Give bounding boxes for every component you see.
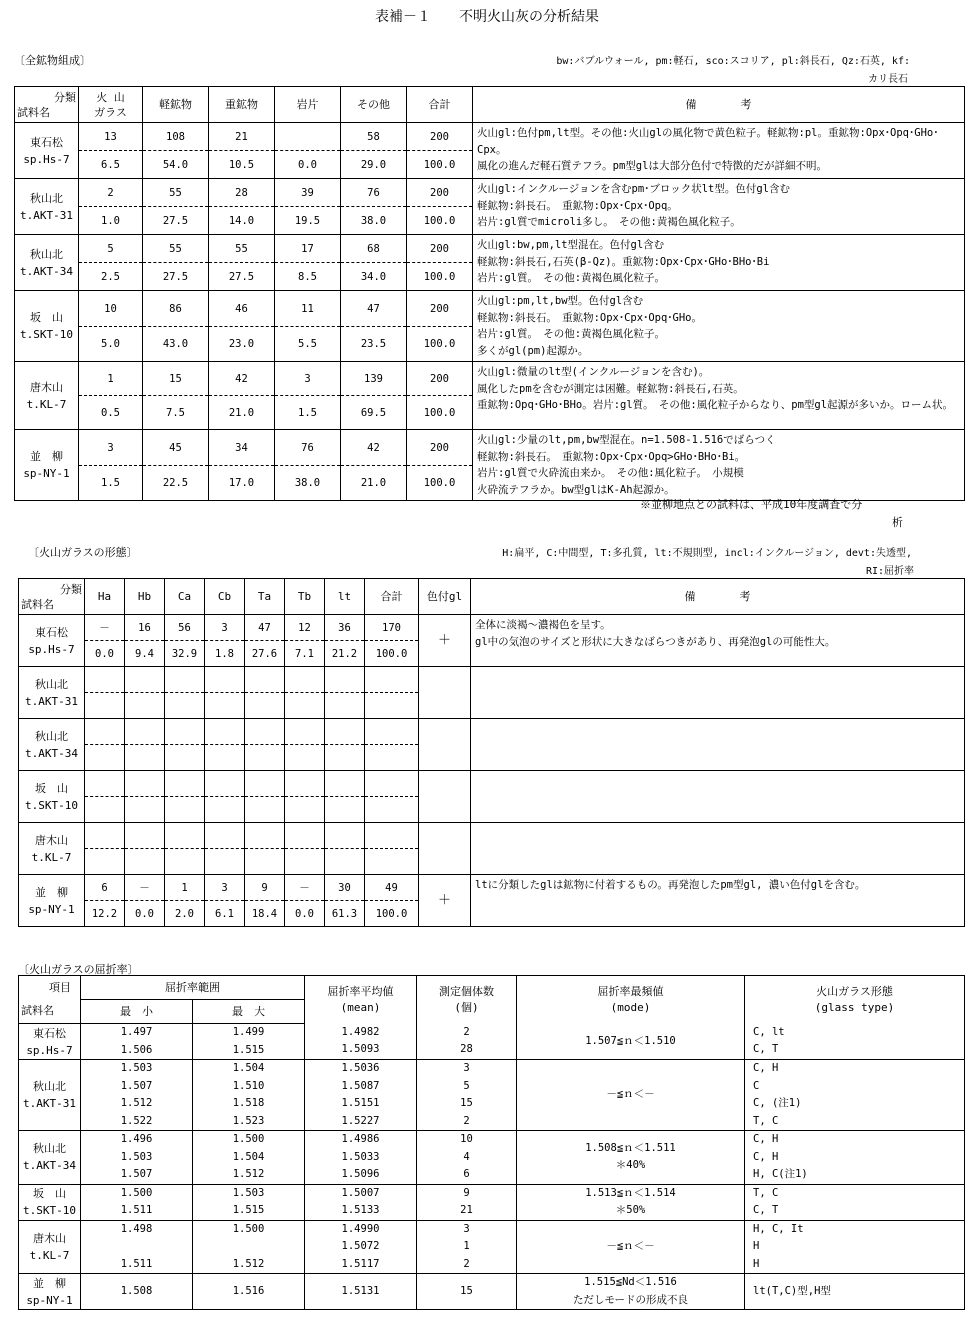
ri-min-cell: 1.498 1.511 <box>81 1220 193 1274</box>
sample-row <box>15 235 965 263</box>
header-col-3: Cb <box>205 579 245 615</box>
count-cell <box>365 667 419 693</box>
ri-mean-cell: 1.4990 1.5072 1.5117 <box>305 1220 417 1274</box>
glass-form-table <box>18 578 965 927</box>
percent-cell: 2.0 <box>165 901 205 927</box>
count-cell <box>85 771 125 797</box>
count-cell <box>165 771 205 797</box>
ri-mean-cell: 1.5131 <box>305 1274 417 1310</box>
percent-cell: 100.0 <box>407 466 473 501</box>
remarks-cell: 火山gl:pm,lt,bw型。色付gl含む 軽鉱物:斜長石。 重鉱物:Opx･Cpx･Opq･GHo。 岩片:gl質。 その他:黄褐色風化粒子。 多くがgl(pm)起源か。 <box>473 291 965 362</box>
ri-max-cell: 1.504 1.510 1.518 1.523 <box>193 1060 305 1131</box>
percent-cell <box>165 693 205 719</box>
count-cell <box>205 823 245 849</box>
percent-cell: 2.5 <box>79 263 143 291</box>
ri-mode-cell: －≦ｎ＜－ <box>517 1060 745 1131</box>
percent-cell <box>125 745 165 771</box>
ri-mode-cell: －≦ｎ＜－ <box>517 1220 745 1274</box>
ri-form-cell: lt(T,C)型,H型 <box>745 1274 965 1310</box>
ri-max-cell: 1.516 <box>193 1274 305 1310</box>
percent-cell: 5.5 <box>275 327 341 362</box>
count-cell <box>85 823 125 849</box>
ri-row <box>19 1131 965 1185</box>
percent-cell <box>365 745 419 771</box>
count-cell: 56 <box>165 615 205 641</box>
percent-cell: 1.0 <box>79 207 143 235</box>
sample-row <box>15 123 965 151</box>
count-cell <box>325 771 365 797</box>
percent-cell <box>325 693 365 719</box>
count-cell: 200 <box>407 123 473 151</box>
count-cell <box>205 667 245 693</box>
remarks-cell: 火山gl:少量のlt,pm,bw型混在。n=1.508-1.516でばらつく 軽鉱物:斜長石。 重鉱物:Opx･Cpx･Opq>GHo･BHo･Bi。 岩片:gl質で火砕流由来か。 その他:風化粒子。 小規模 火砕流テフラか。bw型glはK-Ah起源か。 <box>473 430 965 501</box>
count-cell <box>325 823 365 849</box>
ri-max-cell: 1.503 1.515 <box>193 1184 305 1220</box>
header-colored-glass: 色付gl <box>419 579 471 615</box>
count-cell: － <box>285 875 325 901</box>
count-cell: 3 <box>205 615 245 641</box>
corner-header: 分類 試料名 <box>15 87 79 123</box>
header-remarks: 備 考 <box>473 87 965 123</box>
colored-glass-cell <box>419 823 471 875</box>
percent-cell: 0.0 <box>275 151 341 179</box>
percent-cell: 23.5 <box>341 327 407 362</box>
header-col-5: Tb <box>285 579 325 615</box>
sample-row <box>19 615 965 641</box>
colored-glass-cell: ＋ <box>419 615 471 667</box>
count-cell: 76 <box>341 179 407 207</box>
percent-cell: 6.1 <box>205 901 245 927</box>
ri-mode-cell: 1.508≦ｎ＜1.511 ＊40% <box>517 1131 745 1185</box>
corner-header: 分類 試料名 <box>19 579 85 615</box>
count-cell: 28 <box>209 179 275 207</box>
count-cell: 2 <box>79 179 143 207</box>
ri-max-cell: 1.500 1.504 1.512 <box>193 1131 305 1185</box>
percent-cell: 23.0 <box>209 327 275 362</box>
count-cell: 1 <box>165 875 205 901</box>
ri-row <box>19 1024 965 1060</box>
count-cell: 200 <box>407 235 473 263</box>
header-mode: 屈折率最頻値 (mode) <box>517 976 745 1024</box>
count-cell: 21 <box>209 123 275 151</box>
remarks-cell <box>471 771 965 823</box>
percent-cell: 0.0 <box>85 641 125 667</box>
count-cell: 6 <box>85 875 125 901</box>
count-cell <box>205 771 245 797</box>
percent-cell: 100.0 <box>407 396 473 430</box>
percent-cell: 14.0 <box>209 207 275 235</box>
count-cell: 3 <box>205 875 245 901</box>
page-title: 表補－１ 不明火山灰の分析結果 <box>375 9 599 25</box>
count-cell <box>365 771 419 797</box>
count-cell: 10 <box>79 291 143 327</box>
percent-cell <box>245 745 285 771</box>
count-cell: 34 <box>209 430 275 466</box>
percent-cell <box>245 693 285 719</box>
percent-cell <box>85 693 125 719</box>
header-col-6: lt <box>325 579 365 615</box>
ri-row <box>19 1274 965 1310</box>
percent-cell <box>85 745 125 771</box>
percent-cell: 10.5 <box>209 151 275 179</box>
count-cell: 9 <box>245 875 285 901</box>
percent-cell <box>125 797 165 823</box>
ri-mean-cell: 1.5007 1.5133 <box>305 1184 417 1220</box>
percent-cell: 43.0 <box>143 327 209 362</box>
header-glass: 火 山 ガラス <box>79 87 143 123</box>
percent-cell: 100.0 <box>407 327 473 362</box>
percent-cell <box>365 797 419 823</box>
ri-count-cell: 9 21 <box>417 1184 517 1220</box>
percent-cell: 1.5 <box>79 466 143 501</box>
count-cell: 36 <box>325 615 365 641</box>
percent-cell: 21.2 <box>325 641 365 667</box>
percent-cell <box>205 849 245 875</box>
ri-min-cell: 1.508 <box>81 1274 193 1310</box>
count-cell <box>285 719 325 745</box>
count-cell <box>125 771 165 797</box>
percent-cell: 12.2 <box>85 901 125 927</box>
count-cell: 3 <box>79 430 143 466</box>
count-cell: 47 <box>245 615 285 641</box>
percent-cell <box>325 745 365 771</box>
ri-form-cell: C, H C C, (注1) T, C <box>745 1060 965 1131</box>
ri-min-cell: 1.503 1.507 1.512 1.522 <box>81 1060 193 1131</box>
sample-name: 秋山北 t.AKT-31 <box>19 1060 81 1131</box>
header-rock-fragments: 岩片 <box>275 87 341 123</box>
sample-row <box>19 719 965 745</box>
count-cell <box>85 719 125 745</box>
count-cell: 13 <box>79 123 143 151</box>
ri-row <box>19 1220 965 1274</box>
percent-cell <box>285 745 325 771</box>
footnote-line2: 析 <box>892 516 903 529</box>
percent-cell: 7.1 <box>285 641 325 667</box>
count-cell <box>365 719 419 745</box>
sample-name: 唐木山 t.KL-7 <box>15 362 79 430</box>
percent-cell: 100.0 <box>407 151 473 179</box>
colored-glass-cell <box>419 667 471 719</box>
sample-name: 並 柳 sp-NY-1 <box>15 430 79 501</box>
sample-name: 秋山北 t.AKT-34 <box>19 1131 81 1185</box>
count-cell: 30 <box>325 875 365 901</box>
count-cell: 58 <box>341 123 407 151</box>
sample-row <box>19 667 965 693</box>
count-cell <box>365 823 419 849</box>
sample-row <box>15 179 965 207</box>
count-cell <box>285 771 325 797</box>
header-sample: 試料名 <box>19 1000 81 1024</box>
sample-name: 東石松 sp.Hs-7 <box>15 123 79 179</box>
section2-legend-line1: H:扁平, C:中間型, T:多孔質, lt:不規則型, incl:インクルージョン, devt:失透型, <box>502 548 912 559</box>
percent-cell: 0.0 <box>285 901 325 927</box>
colored-glass-cell: ＋ <box>419 875 471 927</box>
percent-cell: 100.0 <box>407 207 473 235</box>
header-mean: 屈折率平均値 (mean) <box>305 976 417 1024</box>
count-cell: 200 <box>407 430 473 466</box>
header-range: 屈折率範囲 <box>81 976 305 1000</box>
count-cell <box>245 719 285 745</box>
header-item: 項目 <box>19 976 81 1000</box>
percent-cell: 1.8 <box>205 641 245 667</box>
percent-cell: 100.0 <box>407 263 473 291</box>
count-cell: 3 <box>275 362 341 396</box>
count-cell: 49 <box>365 875 419 901</box>
header-heavy-minerals: 重鉱物 <box>209 87 275 123</box>
header-col-0: Ha <box>85 579 125 615</box>
ri-form-cell: H, C, It H H <box>745 1220 965 1274</box>
count-cell <box>285 823 325 849</box>
percent-cell: 0.0 <box>125 901 165 927</box>
ri-count-cell: 3 5 15 2 <box>417 1060 517 1131</box>
remarks-cell <box>471 719 965 771</box>
sample-name: 坂 山 t.SKT-10 <box>15 291 79 362</box>
percent-cell: 27.5 <box>143 207 209 235</box>
ri-mean-cell: 1.5036 1.5087 1.5151 1.5227 <box>305 1060 417 1131</box>
count-cell <box>125 823 165 849</box>
count-cell <box>245 823 285 849</box>
count-cell <box>165 823 205 849</box>
count-cell: 76 <box>275 430 341 466</box>
sample-name: 東石松 sp.Hs-7 <box>19 1024 81 1060</box>
percent-cell: 9.4 <box>125 641 165 667</box>
header-col-2: Ca <box>165 579 205 615</box>
percent-cell <box>165 745 205 771</box>
sample-name: 唐木山 t.KL-7 <box>19 823 85 875</box>
count-cell: 200 <box>407 362 473 396</box>
sample-name: 秋山北 t.AKT-34 <box>15 235 79 291</box>
section2-legend-line2: RI:屈折率 <box>865 566 914 577</box>
percent-cell <box>325 797 365 823</box>
sample-row <box>19 823 965 849</box>
ri-mean-cell: 1.4986 1.5033 1.5096 <box>305 1131 417 1185</box>
count-cell <box>125 719 165 745</box>
count-cell <box>125 667 165 693</box>
ri-count-cell: 3 1 2 <box>417 1220 517 1274</box>
percent-cell <box>85 849 125 875</box>
count-cell: 1 <box>79 362 143 396</box>
percent-cell: 6.5 <box>79 151 143 179</box>
count-cell: 47 <box>341 291 407 327</box>
ri-min-cell: 1.500 1.511 <box>81 1184 193 1220</box>
section1-legend-line1: bw:バブルウォール, pm:軽石, sco:スコリア, pl:斜長石, Qz:石英, kf: <box>556 56 910 67</box>
sample-name: 並 柳 sp-NY-1 <box>19 875 85 927</box>
percent-cell: 27.5 <box>209 263 275 291</box>
ri-form-cell: C, H C, H H, C(注1) <box>745 1131 965 1185</box>
ri-count-cell: 2 28 <box>417 1024 517 1060</box>
percent-cell: 100.0 <box>365 641 419 667</box>
sample-name: 秋山北 t.AKT-34 <box>19 719 85 771</box>
count-cell: 200 <box>407 179 473 207</box>
percent-cell <box>205 797 245 823</box>
percent-cell <box>205 745 245 771</box>
sample-name: 坂 山 t.SKT-10 <box>19 1184 81 1220</box>
count-cell <box>205 719 245 745</box>
ri-row <box>19 1184 965 1220</box>
percent-cell: 27.6 <box>245 641 285 667</box>
percent-cell <box>285 797 325 823</box>
ri-count-cell: 10 4 6 <box>417 1131 517 1185</box>
count-cell: 55 <box>143 179 209 207</box>
count-cell: 11 <box>275 291 341 327</box>
ri-count-cell: 15 <box>417 1274 517 1310</box>
percent-cell: 17.0 <box>209 466 275 501</box>
percent-cell <box>285 693 325 719</box>
remarks-cell: 火山gl:bw,pm,lt型混在。色付gl含む 軽鉱物:斜長石,石英(β-Qz)。重鉱物:Opx･Cpx･GHo･BHo･Bi 岩片:gl質。 その他:黄褐色風化粒子。 <box>473 235 965 291</box>
percent-cell: 21.0 <box>209 396 275 430</box>
ri-min-cell: 1.496 1.503 1.507 <box>81 1131 193 1185</box>
header-col-4: Ta <box>245 579 285 615</box>
ri-row <box>19 1060 965 1131</box>
ri-form-cell: T, C C, T <box>745 1184 965 1220</box>
ri-mode-cell: 1.507≦ｎ＜1.510 <box>517 1024 745 1060</box>
count-cell: 17 <box>275 235 341 263</box>
percent-cell: 21.0 <box>341 466 407 501</box>
sample-row <box>19 875 965 901</box>
count-cell: 12 <box>285 615 325 641</box>
percent-cell: 69.5 <box>341 396 407 430</box>
section1-label: 〔全鉱物組成〕 <box>14 54 91 67</box>
percent-cell: 18.4 <box>245 901 285 927</box>
header-count: 測定個体数 (個) <box>417 976 517 1024</box>
percent-cell: 7.5 <box>143 396 209 430</box>
percent-cell <box>365 693 419 719</box>
count-cell: 55 <box>143 235 209 263</box>
count-cell <box>85 667 125 693</box>
count-cell: 108 <box>143 123 209 151</box>
remarks-cell: 火山gl:微量のlt型(インクルージョンを含む)。 風化したpmを含むが測定は困難。軽鉱物:斜長石,石英。 重鉱物:Opq･GHo･BHo。岩片:gl質。 その他:風化粒子からなり、pm型gl起源が多いか。ローム状。 <box>473 362 965 430</box>
ri-mean-cell: 1.4982 1.5093 <box>305 1024 417 1060</box>
percent-cell: 34.0 <box>341 263 407 291</box>
colored-glass-cell <box>419 771 471 823</box>
sample-name: 東石松 sp.Hs-7 <box>19 615 85 667</box>
percent-cell <box>125 693 165 719</box>
section2-label: 〔火山ガラスの形態〕 <box>28 546 138 559</box>
count-cell: － <box>125 875 165 901</box>
percent-cell: 27.5 <box>143 263 209 291</box>
count-cell <box>325 667 365 693</box>
sample-name: 並 柳 sp-NY-1 <box>19 1274 81 1310</box>
section1-legend-line2: カリ長石 <box>868 74 908 85</box>
percent-cell <box>205 693 245 719</box>
remarks-cell <box>471 667 965 719</box>
colored-glass-cell <box>419 719 471 771</box>
sample-name: 秋山北 t.AKT-31 <box>19 667 85 719</box>
percent-cell: 19.5 <box>275 207 341 235</box>
header-total: 合計 <box>407 87 473 123</box>
remarks-cell: 火山gl:色付pm,lt型。その他:火山glの風化物で黄色粒子。軽鉱物:pl。重鉱物:Opx･Opq･GHo･Cpx。 風化の進んだ軽石質テフラ。pm型glは大部分色付で特徴的だが詳細不明。 <box>473 123 965 179</box>
header-remarks: 備 考 <box>471 579 965 615</box>
mineral-composition-table <box>14 86 965 501</box>
percent-cell: 38.0 <box>275 466 341 501</box>
remarks-cell: 火山gl:インクルージョンを含むpm･ブロック状lt型。色付gl含む 軽鉱物:斜長石。 重鉱物:Opx･Cpx･Opq。 岩片:gl質でmicroli多し。 その他:黄褐色風化粒子。 <box>473 179 965 235</box>
ri-mode-cell: 1.515≦Nd＜1.516 ただしモードの形成不良 <box>517 1274 745 1310</box>
percent-cell: 61.3 <box>325 901 365 927</box>
header-col-7: 合計 <box>365 579 419 615</box>
percent-cell: 38.0 <box>341 207 407 235</box>
percent-cell: 1.5 <box>275 396 341 430</box>
refractive-index-table <box>18 975 965 1310</box>
count-cell <box>245 771 285 797</box>
percent-cell <box>165 797 205 823</box>
percent-cell: 5.0 <box>79 327 143 362</box>
sample-row <box>15 291 965 327</box>
percent-cell: 0.5 <box>79 396 143 430</box>
header-max: 最 大 <box>193 1000 305 1024</box>
header-min: 最 小 <box>81 1000 193 1024</box>
count-cell: 55 <box>209 235 275 263</box>
sample-row <box>15 430 965 466</box>
percent-cell <box>85 797 125 823</box>
percent-cell: 32.9 <box>165 641 205 667</box>
remarks-cell: ltに分類したglは鉱物に付着するもの。再発泡したpm型gl, 濃い色付glを含む。 <box>471 875 965 927</box>
percent-cell <box>325 849 365 875</box>
count-cell: 42 <box>341 430 407 466</box>
count-cell <box>325 719 365 745</box>
percent-cell: 8.5 <box>275 263 341 291</box>
percent-cell: 29.0 <box>341 151 407 179</box>
count-cell: 139 <box>341 362 407 396</box>
section3-label: 〔火山ガラスの屈折率〕 <box>18 963 139 976</box>
count-cell: 86 <box>143 291 209 327</box>
count-cell: 68 <box>341 235 407 263</box>
sample-name: 坂 山 t.SKT-10 <box>19 771 85 823</box>
count-cell: 170 <box>365 615 419 641</box>
percent-cell <box>365 849 419 875</box>
percent-cell: 22.5 <box>143 466 209 501</box>
count-cell: 200 <box>407 291 473 327</box>
header-col-1: Hb <box>125 579 165 615</box>
sample-name: 唐木山 t.KL-7 <box>19 1220 81 1274</box>
percent-cell: 100.0 <box>365 901 419 927</box>
ri-mode-cell: 1.513≦ｎ＜1.514 ＊50% <box>517 1184 745 1220</box>
percent-cell <box>245 797 285 823</box>
count-cell <box>285 667 325 693</box>
count-cell <box>275 123 341 151</box>
count-cell <box>165 667 205 693</box>
remarks-cell <box>471 823 965 875</box>
ri-max-cell: 1.500 1.512 <box>193 1220 305 1274</box>
ri-form-cell: C, lt C, T <box>745 1024 965 1060</box>
sample-row <box>19 771 965 797</box>
header-other: その他 <box>341 87 407 123</box>
percent-cell <box>245 849 285 875</box>
count-cell: 39 <box>275 179 341 207</box>
ri-min-cell: 1.497 1.506 <box>81 1024 193 1060</box>
count-cell: 16 <box>125 615 165 641</box>
header-glass-form: 火山ガラス形態 (glass type) <box>745 976 965 1024</box>
count-cell: － <box>85 615 125 641</box>
percent-cell <box>285 849 325 875</box>
sample-row <box>15 362 965 396</box>
sample-name: 秋山北 t.AKT-31 <box>15 179 79 235</box>
footnote-line1: ※並柳地点との試料は、平成10年度調査で分 <box>640 498 863 511</box>
remarks-cell: 全体に淡褐～濃褐色を呈す。 gl中の気泡のサイズと形状に大きなばらつきがあり、再発泡glの可能性大。 <box>471 615 965 667</box>
count-cell: 42 <box>209 362 275 396</box>
ri-max-cell: 1.499 1.515 <box>193 1024 305 1060</box>
count-cell: 5 <box>79 235 143 263</box>
percent-cell: 54.0 <box>143 151 209 179</box>
header-light-minerals: 軽鉱物 <box>143 87 209 123</box>
count-cell <box>245 667 285 693</box>
percent-cell <box>165 849 205 875</box>
count-cell: 15 <box>143 362 209 396</box>
count-cell: 46 <box>209 291 275 327</box>
count-cell: 45 <box>143 430 209 466</box>
percent-cell <box>125 849 165 875</box>
count-cell <box>165 719 205 745</box>
